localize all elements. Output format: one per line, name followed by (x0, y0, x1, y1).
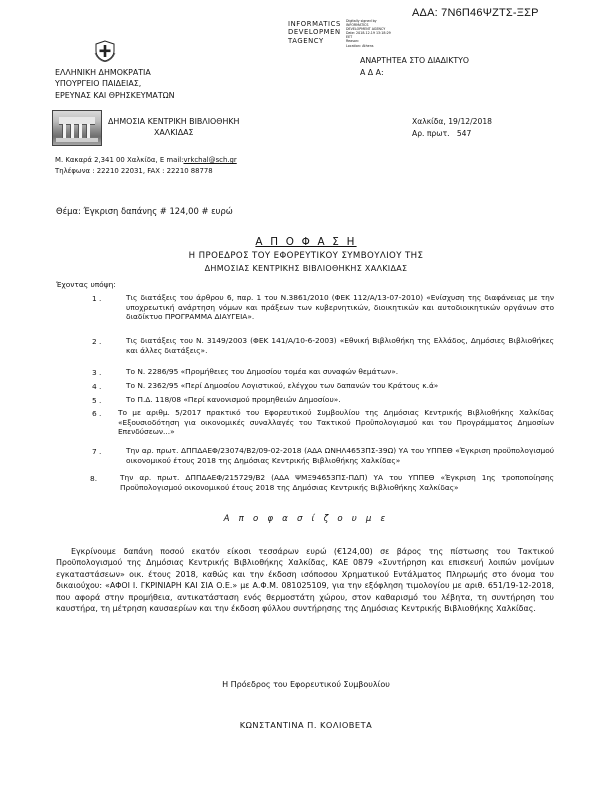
greek-emblem-icon (94, 40, 116, 62)
library-title: ΔΗΜΟΣΙΑΣ ΚΕΝΤΡΙΚΗΣ ΒΙΒΛΙΟΘΗΚΗΣ ΧΑΛΚΙΔΑΣ (204, 264, 408, 273)
header-line: ΕΛΛΗΝΙΚΗ ΔΗΜΟΚΡΑΤΙΑ (55, 68, 151, 77)
signing-agency (288, 20, 341, 45)
item-text: Την αρ. πρωτ. ΔΠΠΔΑΕΦ/23074/Β2/09-02-2018 (ΑΔΑ ΩΝΗΛ4653ΠΣ-39Ω) ΥΑ του ΥΠΠΕΘ «Έγκριση προϋπολογισμού οικονομικού έτους 2018 της Δημόσιας Κεντρικής Βιβλιοθήκης Χαλκίδας» (126, 446, 554, 465)
posting-note: ΑΝΑΡΤΗΤΕΑ ΣΤΟ ΔΙΑΔΙΚΤΥΟ (360, 56, 470, 65)
signature-detail-line: Location: Athens (346, 43, 374, 48)
ministry-header (55, 67, 175, 101)
having-in-view: Έχοντας υπόψη: (56, 280, 116, 289)
ada-code: ΑΔΑ: 7Ν6Π46ΨΖΤΣ-ΞΣΡ (412, 7, 539, 19)
item-number: 4 . (92, 382, 102, 391)
header-line: ΕΡΕΥΝΑΣ ΚΑΙ ΘΡΗΣΚΕΥΜΑΤΩΝ (55, 90, 175, 100)
item-number: 6 . (92, 409, 102, 418)
item-text: Το με αριθμ. 5/2017 πρακτικό του Εφορευτικού Συμβουλίου της Δημόσιας Κεντρικής Βιβλιοθήκης Χαλκίδας «Εξουσιοδότηση για οικονομικές συναλλαγές του Τακτικού Προϋπολογισμού και του Προγράμματος Δημοσίων Επενδύσεων...» (118, 408, 554, 437)
signatory-title: Η Πρόεδρος του Εφορευτικού Συμβουλίου (222, 680, 390, 689)
subject-line: Θέμα: Έγκριση δαπάνης # 124,00 # ευρώ (56, 206, 233, 216)
signature-detail-line: Digitally signed by (346, 19, 377, 23)
address-text: Μ. Κακαρά 2,341 00 Χαλκίδα, E mail: (55, 156, 184, 164)
item-number: 8. (90, 474, 98, 483)
protocol-number: 547 (456, 129, 472, 138)
item-text: Τις διατάξεις του άρθρου 6, παρ. 1 του Ν.3861/2010 (ΦΕΚ 112/Α/13-07-2010) «Ενίσχυση της διαφάνειας με την υποχρεωτική ανάρτηση νόμων και πράξεων των κυβερνητικών, διοικητικών και αυτοδιοικητικών οργάνων στο διαδίκτυο ΠΡΟΓΡΑΜΜΑ ΔΙΑΥΓΕΙΑ». (126, 293, 554, 322)
item-text: Το Ν. 2286/95 «Προμήθειες του Δημοσίου τομέα και συναφών θεμάτων». (126, 367, 399, 376)
agency-line: DEVELOPMEN (288, 28, 341, 37)
signature-detail-line: EET (346, 35, 353, 40)
decision-title-text: Α Π Ο Φ Α Σ Η (255, 236, 357, 248)
protocol-number-row (412, 129, 471, 138)
item-number: 5 . (92, 396, 102, 405)
item-text: Τις διατάξεις του Ν. 3149/2003 (ΦΕΚ 141/Α/10-6-2003) «Εθνική Βιβλιοθήκη της Ελλάδος, Δημόσιες Βιβλιοθήκες και άλλες διατάξεις». (126, 336, 554, 355)
place-date: Χαλκίδα, 19/12/2018 (412, 117, 492, 126)
signature-detail-line: DEVELOPMENT AGENCY (346, 27, 386, 32)
item-number: 2 . (92, 337, 102, 346)
agency-line: INFORMATICS (288, 20, 341, 28)
email-link[interactable]: vrkchal@sch.gr (183, 156, 237, 164)
phone-line: Τηλέφωνα : 22210 22031, FAX : 22210 88778 (55, 167, 213, 175)
signature-detail-line: Date: 2018.12.19 13:18:29 (346, 31, 391, 36)
president-title: Η ΠΡΟΕΔΡΟΣ ΤΟΥ ΕΦΟΡΕΥΤΙΚΟΥ ΣΥΜΒΟΥΛΙΟΥ ΤΗΣ (188, 251, 424, 261)
ada-label: Α Δ Α: (360, 68, 384, 77)
item-text: Το Ν. 2362/95 «Περί Δημοσίου Λογιστικού, ελέγχου των δαπανών του Κράτους κ.ά» (126, 381, 439, 390)
signature-detail-line: INFORMATICS (346, 23, 369, 28)
protocol-label: Αρ. πρωτ. (412, 129, 450, 138)
library-city: ΧΑΛΚΙΔΑΣ (154, 128, 194, 137)
library-name: ΔΗΜΟΣΙΑ ΚΕΝΤΡΙΚΗ ΒΙΒΛΙΟΘΗΚΗ (108, 117, 240, 126)
address-line (55, 156, 237, 165)
header-line: ΥΠΟΥΡΓΕΙΟ ΠΑΙΔΕΙΑΣ, (55, 79, 142, 89)
signature-details (346, 19, 391, 48)
library-building-image (52, 110, 102, 146)
signatory-name: ΚΩΝΣΤΑΝΤΙΝΑ Π. ΚΟΛΙΟΒΕΤΑ (239, 720, 373, 730)
we-decide-heading: Α π ο φ α σ ί ζ ο υ μ ε (223, 514, 389, 524)
item-number: 1 . (92, 294, 102, 303)
decision-body: Εγκρίνουμε δαπάνη ποσού εκατόν είκοσι τεσσάρων ευρώ (€124,00) σε βάρος της πίστωσης του Τακτικού Προϋπολογισμού της Δημόσιας Κεντρικής Βιβλιοθήκης Χαλκίδας, ΚΑΕ 0879 «Συντήρηση και επισκευή λοιπών μονίμων εγκαταστάσεων» οικ. έτους 2018, καθώς και την έκδοση ισόποσου Χρηματικού Εντάλματος Πληρωμής στο όνομα του δικαιούχου: «ΑΦΟΙ Ι. ΓΚΡΙΝΙΑΡΗ ΚΑΙ ΣΙΑ Ο.Ε.» με Α.Φ.Μ. 081025109, για την εξόφληση τιμολογίου με αριθ. 651/19-12-2018, που αφορά στην προμήθεια, αντικατάσταση ενός θερμοστάτη χώρου, στον καθαρισμό του λέβητα, τη συντήρηση του καυστήρα, τη μέτρηση καυσαερίων και την έκδοση φύλλου συντήρησης της Δημόσιας Κεντρικής Βιβλιοθήκης Χαλκίδας. (56, 547, 554, 614)
decision-title (0, 236, 612, 248)
item-text: Την αρ. πρωτ. ΔΠΠΔΑΕΦ/215729/Β2 (ΑΔΑ ΨΜΞ94653ΠΣ-ΠΔΠ) ΥΑ του ΥΠΠΕΘ «Έγκριση 1ης τροποποίησης Προϋπολογισμού οικονομικού έτους 2018 της Δημόσιας Κεντρικής Βιβλιοθήκης Χαλκίδας» (120, 473, 554, 492)
signature-detail-line: Reason: (346, 39, 360, 44)
item-number: 3 . (92, 368, 102, 377)
item-number: 7 . (92, 447, 102, 456)
agency-line: TAGENCY (288, 36, 324, 45)
item-text: Το Π.Δ. 118/08 «Περί κανονισμού προμηθειών Δημοσίου». (126, 395, 341, 404)
